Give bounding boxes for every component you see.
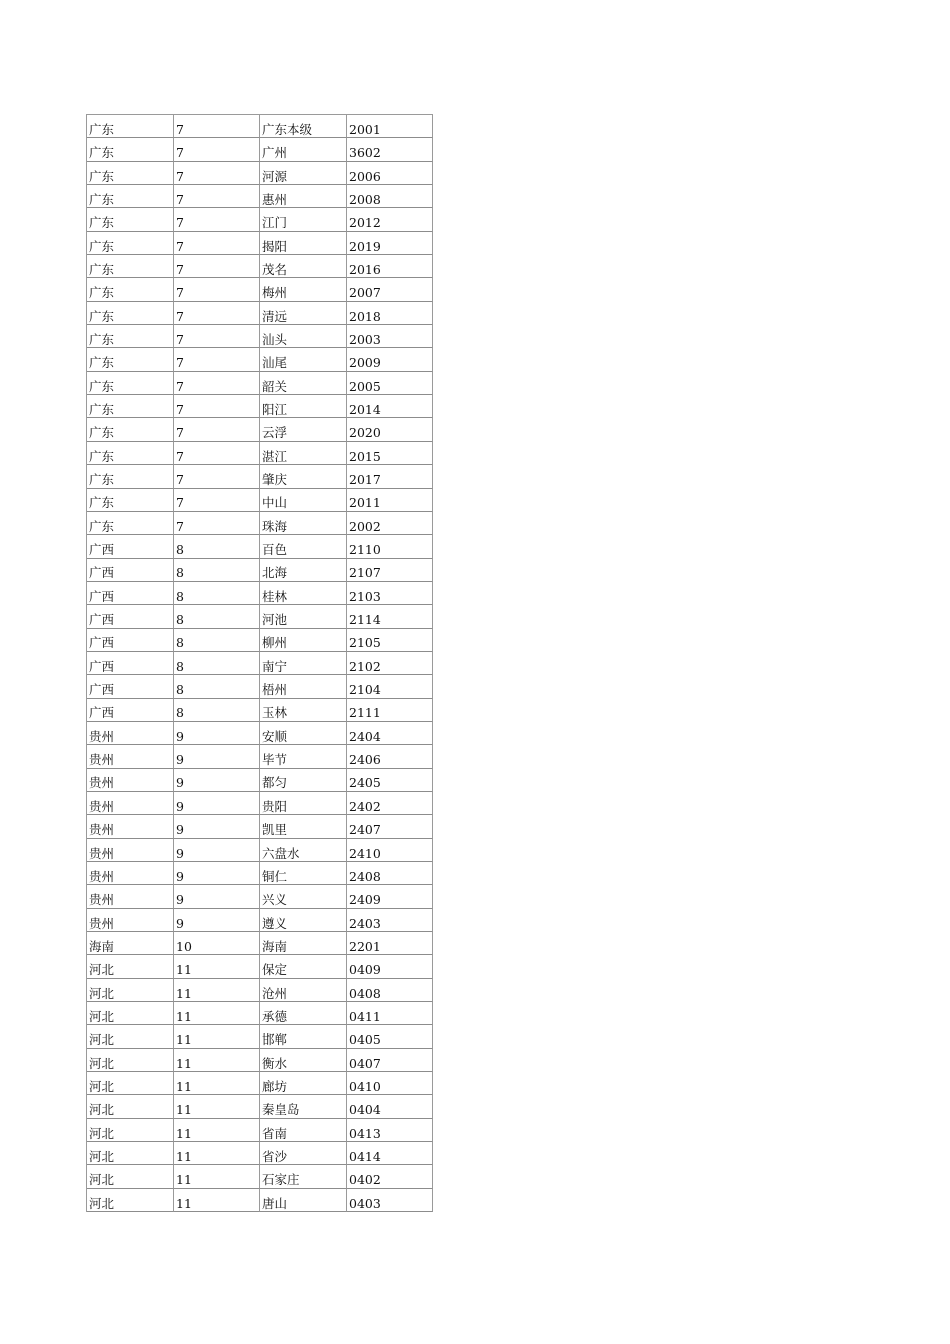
region-code-cell[interactable]: 7	[174, 278, 260, 301]
city-cell[interactable]: 遵义	[260, 909, 347, 932]
region-code-cell[interactable]: 9	[174, 815, 260, 838]
table-row	[87, 1095, 433, 1118]
table-row	[87, 769, 433, 792]
region-code-cell[interactable]: 11	[174, 1189, 260, 1212]
city-code-cell[interactable]: 2110	[347, 535, 433, 558]
region-code-cell[interactable]: 10	[174, 932, 260, 955]
table-row	[87, 815, 433, 838]
city-cell[interactable]: 海南	[260, 932, 347, 955]
region-code-cell[interactable]: 7	[174, 418, 260, 441]
region-code-cell[interactable]: 7	[174, 302, 260, 325]
city-code-cell[interactable]: 2410	[347, 839, 433, 862]
city-code-cell[interactable]: 0402	[347, 1165, 433, 1188]
province-cell[interactable]: 广东	[87, 465, 174, 488]
city-code-cell[interactable]: 2011	[347, 489, 433, 512]
city-code-cell[interactable]: 0411	[347, 1002, 433, 1025]
region-code-cell[interactable]: 9	[174, 722, 260, 745]
city-cell[interactable]: 石家庄	[260, 1165, 347, 1188]
city-cell[interactable]: 广东本级	[260, 115, 347, 138]
city-code-cell[interactable]: 2102	[347, 652, 433, 675]
city-code-cell[interactable]: 2408	[347, 862, 433, 885]
city-code-cell[interactable]: 2406	[347, 745, 433, 768]
city-cell[interactable]: 铜仁	[260, 862, 347, 885]
region-code-cell[interactable]: 9	[174, 769, 260, 792]
city-cell[interactable]: 桂林	[260, 582, 347, 605]
table-row	[87, 932, 433, 955]
table-row	[87, 629, 433, 652]
city-cell[interactable]: 揭阳	[260, 232, 347, 255]
city-code-cell[interactable]: 2105	[347, 629, 433, 652]
table-row	[87, 162, 433, 185]
region-code-cell[interactable]: 7	[174, 325, 260, 348]
city-code-cell[interactable]: 2014	[347, 395, 433, 418]
city-code-cell[interactable]: 2018	[347, 302, 433, 325]
province-cell[interactable]: 广东	[87, 512, 174, 535]
region-code-cell[interactable]: 8	[174, 559, 260, 582]
city-cell[interactable]: 云浮	[260, 418, 347, 441]
city-cell[interactable]: 承德	[260, 1002, 347, 1025]
city-code-cell[interactable]: 2008	[347, 185, 433, 208]
table-row	[87, 605, 433, 628]
city-code-cell[interactable]: 0414	[347, 1142, 433, 1165]
table-row	[87, 535, 433, 558]
city-code-cell[interactable]: 2003	[347, 325, 433, 348]
city-cell[interactable]: 保定	[260, 955, 347, 978]
city-code-cell[interactable]: 2405	[347, 769, 433, 792]
city-cell[interactable]: 都匀	[260, 769, 347, 792]
province-cell[interactable]: 贵州	[87, 839, 174, 862]
region-code-cell[interactable]: 11	[174, 1165, 260, 1188]
city-cell[interactable]: 邯郸	[260, 1025, 347, 1048]
table-row	[87, 115, 433, 138]
province-cell[interactable]: 贵州	[87, 722, 174, 745]
table-row	[87, 1189, 433, 1212]
table-row	[87, 418, 433, 441]
city-code-cell[interactable]: 3602	[347, 138, 433, 161]
city-cell[interactable]: 肇庆	[260, 465, 347, 488]
province-cell[interactable]: 广东	[87, 232, 174, 255]
city-cell[interactable]: 衡水	[260, 1049, 347, 1072]
city-cell[interactable]: 北海	[260, 559, 347, 582]
city-cell[interactable]: 廊坊	[260, 1072, 347, 1095]
city-code-cell[interactable]: 2402	[347, 792, 433, 815]
city-cell[interactable]: 毕节	[260, 745, 347, 768]
province-cell[interactable]: 广东	[87, 348, 174, 371]
region-code-cell[interactable]: 8	[174, 629, 260, 652]
table-row	[87, 512, 433, 535]
city-cell[interactable]: 省南	[260, 1119, 347, 1142]
city-cell[interactable]: 江门	[260, 208, 347, 231]
province-cell[interactable]: 广东	[87, 162, 174, 185]
city-cell[interactable]: 贵阳	[260, 792, 347, 815]
region-code-cell[interactable]: 8	[174, 699, 260, 722]
province-cell[interactable]: 广东	[87, 208, 174, 231]
city-code-cell[interactable]: 2114	[347, 605, 433, 628]
region-code-cell[interactable]: 7	[174, 115, 260, 138]
province-cell[interactable]: 广东	[87, 302, 174, 325]
table-row	[87, 395, 433, 418]
city-code-cell[interactable]: 2107	[347, 559, 433, 582]
region-code-cell[interactable]: 8	[174, 652, 260, 675]
city-code-cell[interactable]: 0403	[347, 1189, 433, 1212]
city-code-cell[interactable]: 0405	[347, 1025, 433, 1048]
table-row	[87, 255, 433, 278]
city-cell[interactable]: 珠海	[260, 512, 347, 535]
region-code-cell[interactable]: 11	[174, 955, 260, 978]
city-cell[interactable]: 惠州	[260, 185, 347, 208]
region-code-cell[interactable]: 8	[174, 675, 260, 698]
region-code-cell[interactable]: 11	[174, 1002, 260, 1025]
city-code-cell[interactable]: 2015	[347, 442, 433, 465]
table-row	[87, 208, 433, 231]
city-cell[interactable]: 清远	[260, 302, 347, 325]
city-cell[interactable]: 省沙	[260, 1142, 347, 1165]
city-cell[interactable]: 茂名	[260, 255, 347, 278]
city-cell[interactable]: 秦皇岛	[260, 1095, 347, 1118]
table-row	[87, 1142, 433, 1165]
region-code-cell[interactable]: 11	[174, 1072, 260, 1095]
province-cell[interactable]: 贵州	[87, 769, 174, 792]
spreadsheet-table	[86, 114, 433, 1212]
table-row	[87, 465, 433, 488]
table-row	[87, 1072, 433, 1095]
city-code-cell[interactable]: 2019	[347, 232, 433, 255]
region-code-cell[interactable]: 7	[174, 442, 260, 465]
city-code-cell[interactable]: 0413	[347, 1119, 433, 1142]
province-cell[interactable]: 河北	[87, 1119, 174, 1142]
province-cell[interactable]: 河北	[87, 1189, 174, 1212]
table-row	[87, 582, 433, 605]
city-cell[interactable]: 安顺	[260, 722, 347, 745]
province-cell[interactable]: 贵州	[87, 792, 174, 815]
table-row	[87, 722, 433, 745]
city-cell[interactable]: 六盘水	[260, 839, 347, 862]
city-code-cell[interactable]: 2403	[347, 909, 433, 932]
region-code-cell[interactable]: 9	[174, 839, 260, 862]
table-row	[87, 185, 433, 208]
city-cell[interactable]: 南宁	[260, 652, 347, 675]
province-cell[interactable]: 广西	[87, 699, 174, 722]
table-row	[87, 302, 433, 325]
city-code-cell[interactable]: 2407	[347, 815, 433, 838]
region-code-cell[interactable]: 7	[174, 185, 260, 208]
region-code-cell[interactable]: 7	[174, 372, 260, 395]
table-row	[87, 885, 433, 908]
province-cell[interactable]: 广西	[87, 605, 174, 628]
region-code-cell[interactable]: 7	[174, 348, 260, 371]
table-row	[87, 1119, 433, 1142]
city-code-cell[interactable]: 2002	[347, 512, 433, 535]
city-cell[interactable]: 兴义	[260, 885, 347, 908]
city-code-cell[interactable]: 2016	[347, 255, 433, 278]
region-code-cell[interactable]: 8	[174, 582, 260, 605]
region-code-cell[interactable]: 11	[174, 1025, 260, 1048]
province-cell[interactable]: 河北	[87, 1165, 174, 1188]
province-cell[interactable]: 河北	[87, 1072, 174, 1095]
city-code-cell[interactable]: 2001	[347, 115, 433, 138]
table-row	[87, 442, 433, 465]
table-row	[87, 675, 433, 698]
table-row	[87, 652, 433, 675]
table-row	[87, 138, 433, 161]
city-code-cell[interactable]: 2017	[347, 465, 433, 488]
city-code-cell[interactable]: 0409	[347, 955, 433, 978]
city-cell[interactable]: 河源	[260, 162, 347, 185]
region-code-cell[interactable]: 9	[174, 909, 260, 932]
city-code-cell[interactable]: 2103	[347, 582, 433, 605]
table-row	[87, 745, 433, 768]
table-row	[87, 232, 433, 255]
city-cell[interactable]: 汕尾	[260, 348, 347, 371]
city-code-cell[interactable]: 2005	[347, 372, 433, 395]
table-row	[87, 1165, 433, 1188]
province-cell[interactable]: 广东	[87, 418, 174, 441]
region-code-cell[interactable]: 7	[174, 138, 260, 161]
table-row	[87, 348, 433, 371]
city-code-cell[interactable]: 2201	[347, 932, 433, 955]
province-cell[interactable]: 广东	[87, 255, 174, 278]
province-cell[interactable]: 贵州	[87, 862, 174, 885]
region-code-cell[interactable]: 11	[174, 1119, 260, 1142]
city-code-cell[interactable]: 2006	[347, 162, 433, 185]
region-code-cell[interactable]: 7	[174, 232, 260, 255]
table-row	[87, 862, 433, 885]
region-code-cell[interactable]: 7	[174, 208, 260, 231]
province-cell[interactable]: 贵州	[87, 745, 174, 768]
province-cell[interactable]: 广西	[87, 629, 174, 652]
table-row	[87, 839, 433, 862]
city-code-cell[interactable]: 2104	[347, 675, 433, 698]
region-code-cell[interactable]: 7	[174, 465, 260, 488]
table-row	[87, 559, 433, 582]
city-cell[interactable]: 河池	[260, 605, 347, 628]
region-code-cell[interactable]: 11	[174, 1142, 260, 1165]
province-cell[interactable]: 广东	[87, 115, 174, 138]
table-row	[87, 1049, 433, 1072]
region-code-cell[interactable]: 11	[174, 979, 260, 1002]
province-cell[interactable]: 广东	[87, 489, 174, 512]
table-row	[87, 1025, 433, 1048]
province-cell[interactable]: 广东	[87, 278, 174, 301]
city-code-cell[interactable]: 0408	[347, 979, 433, 1002]
city-cell[interactable]: 广州	[260, 138, 347, 161]
region-code-cell[interactable]: 7	[174, 162, 260, 185]
city-cell[interactable]: 梧州	[260, 675, 347, 698]
table-row	[87, 955, 433, 978]
table-row	[87, 372, 433, 395]
province-cell[interactable]: 海南	[87, 932, 174, 955]
city-cell[interactable]: 湛江	[260, 442, 347, 465]
province-cell[interactable]: 广东	[87, 325, 174, 348]
region-code-cell[interactable]: 8	[174, 605, 260, 628]
region-code-cell[interactable]: 7	[174, 395, 260, 418]
city-code-cell[interactable]: 2409	[347, 885, 433, 908]
city-cell[interactable]: 沧州	[260, 979, 347, 1002]
province-cell[interactable]: 河北	[87, 1002, 174, 1025]
table-row	[87, 909, 433, 932]
table-row	[87, 699, 433, 722]
city-cell[interactable]: 柳州	[260, 629, 347, 652]
province-cell[interactable]: 贵州	[87, 885, 174, 908]
region-code-cell[interactable]: 11	[174, 1095, 260, 1118]
city-cell[interactable]: 百色	[260, 535, 347, 558]
city-code-cell[interactable]: 2111	[347, 699, 433, 722]
city-cell[interactable]: 阳江	[260, 395, 347, 418]
table-row	[87, 792, 433, 815]
city-cell[interactable]: 中山	[260, 489, 347, 512]
province-cell[interactable]: 河北	[87, 1095, 174, 1118]
province-cell[interactable]: 广西	[87, 652, 174, 675]
table-row	[87, 325, 433, 348]
province-cell[interactable]: 广东	[87, 395, 174, 418]
city-code-cell[interactable]: 2009	[347, 348, 433, 371]
table-row	[87, 979, 433, 1002]
province-cell[interactable]: 广西	[87, 582, 174, 605]
city-cell[interactable]: 玉林	[260, 699, 347, 722]
region-code-cell[interactable]: 9	[174, 862, 260, 885]
province-cell[interactable]: 河北	[87, 955, 174, 978]
region-code-cell[interactable]: 9	[174, 792, 260, 815]
region-code-cell[interactable]: 9	[174, 745, 260, 768]
table-row	[87, 1002, 433, 1025]
region-code-cell[interactable]: 9	[174, 885, 260, 908]
province-cell[interactable]: 河北	[87, 1142, 174, 1165]
city-code-cell[interactable]: 0410	[347, 1072, 433, 1095]
province-cell[interactable]: 贵州	[87, 815, 174, 838]
province-cell[interactable]: 广西	[87, 675, 174, 698]
city-cell[interactable]: 梅州	[260, 278, 347, 301]
province-cell[interactable]: 贵州	[87, 909, 174, 932]
region-code-cell[interactable]: 8	[174, 535, 260, 558]
province-cell[interactable]: 广西	[87, 559, 174, 582]
province-cell[interactable]: 河北	[87, 1049, 174, 1072]
city-code-cell[interactable]: 2007	[347, 278, 433, 301]
city-cell[interactable]: 汕头	[260, 325, 347, 348]
region-code-cell[interactable]: 7	[174, 512, 260, 535]
region-code-cell[interactable]: 7	[174, 489, 260, 512]
city-code-cell[interactable]: 0404	[347, 1095, 433, 1118]
province-cell[interactable]: 广东	[87, 372, 174, 395]
city-cell[interactable]: 凯里	[260, 815, 347, 838]
table-row	[87, 278, 433, 301]
province-cell[interactable]: 广西	[87, 535, 174, 558]
province-cell[interactable]: 广东	[87, 138, 174, 161]
city-cell[interactable]: 韶关	[260, 372, 347, 395]
city-code-cell[interactable]: 2404	[347, 722, 433, 745]
city-code-cell[interactable]: 2020	[347, 418, 433, 441]
table-row	[87, 489, 433, 512]
city-code-cell[interactable]: 2012	[347, 208, 433, 231]
province-cell[interactable]: 河北	[87, 979, 174, 1002]
city-code-cell[interactable]: 0407	[347, 1049, 433, 1072]
region-code-cell[interactable]: 7	[174, 255, 260, 278]
province-cell[interactable]: 广东	[87, 442, 174, 465]
province-cell[interactable]: 河北	[87, 1025, 174, 1048]
province-cell[interactable]: 广东	[87, 185, 174, 208]
city-cell[interactable]: 唐山	[260, 1189, 347, 1212]
region-code-cell[interactable]: 11	[174, 1049, 260, 1072]
